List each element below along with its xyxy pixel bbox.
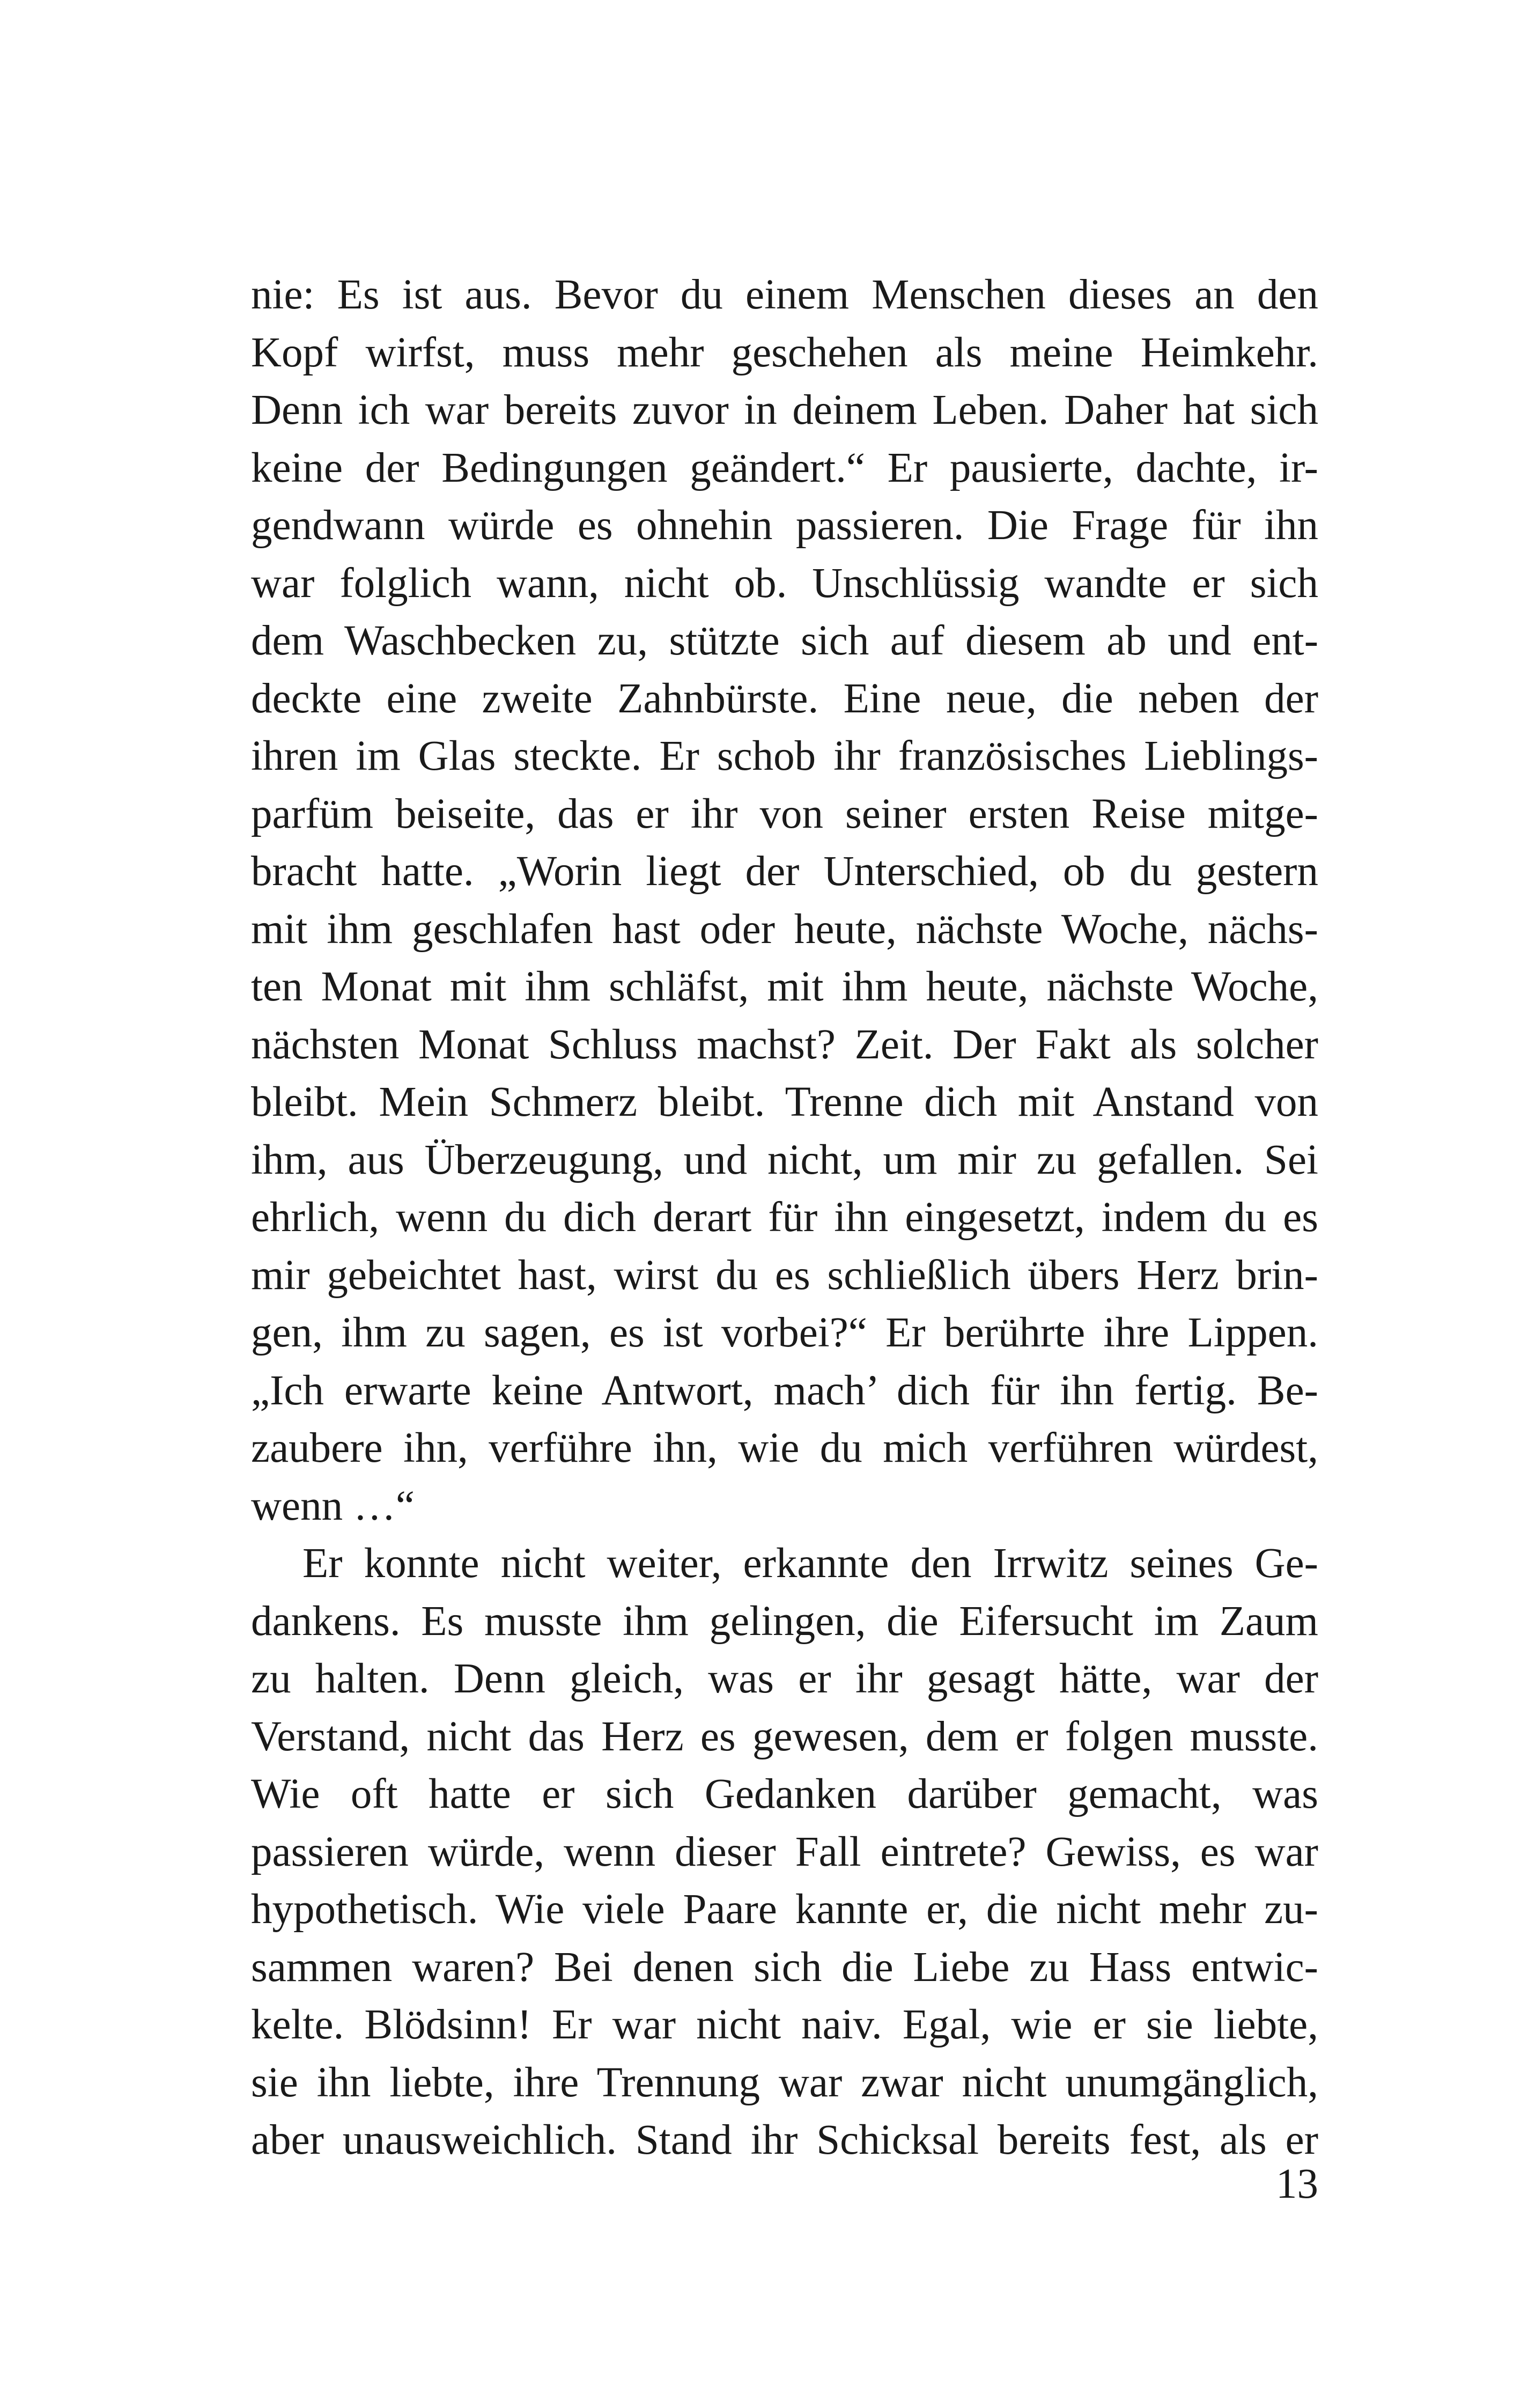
text-line: ihm, aus Überzeugung, und nicht, um mir zu gefallen. Sei — [251, 1136, 1318, 1183]
text-line: dem Waschbecken zu, stützte sich auf diesem ab und ent- — [251, 617, 1318, 664]
text-line: deckte eine zweite Zahnbürste. Eine neue, die neben der — [251, 675, 1318, 722]
text-line: Kopf wirfst, muss mehr geschehen als meine Heimkehr. — [251, 329, 1318, 376]
text-line: ehrlich, wenn du dich derart für ihn eingesetzt, indem du es — [251, 1194, 1318, 1241]
text-line: parfüm beiseite, das er ihr von seiner ersten Reise mitge- — [251, 790, 1318, 837]
text-line: war folglich wann, nicht ob. Unschlüssig wandte er sich — [251, 559, 1318, 607]
text-line: Denn ich war bereits zuvor in deinem Leben. Daher hat sich — [251, 387, 1318, 433]
text-line: gen, ihm zu sagen, es ist vorbei?“ Er berührte ihre Lippen. — [251, 1309, 1318, 1356]
text-line: bracht hatte. „Worin liegt der Unterschied, ob du gestern — [251, 848, 1318, 895]
text-line: mir gebeichtet hast, wirst du es schließlich übers Herz brin- — [251, 1251, 1318, 1299]
text-line: gendwann würde es ohnehin passieren. Die Frage für ihn — [251, 502, 1318, 549]
text-line: bleibt. Mein Schmerz bleibt. Trenne dich mit Anstand von — [251, 1079, 1318, 1125]
text-line: mit ihm geschlafen hast oder heute, nächste Woche, nächs- — [251, 905, 1318, 953]
text-line: hypothetisch. Wie viele Paare kannte er, die nicht mehr zu- — [251, 1886, 1318, 1933]
text-line: sie ihn liebte, ihre Trennung war zwar nicht unumgänglich, — [251, 2059, 1318, 2106]
text-line: zaubere ihn, verführe ihn, wie du mich verführen würdest, — [251, 1425, 1318, 1471]
text-line: „Ich erwarte keine Antwort, mach’ dich für ihn fertig. Be- — [251, 1367, 1318, 1414]
text-line: zu halten. Denn gleich, was er ihr gesagt hätte, war der — [251, 1655, 1318, 1702]
text-line: ihren im Glas steckte. Er schob ihr französisches Lieblings- — [251, 733, 1318, 779]
text-line: dankens. Es musste ihm gelingen, die Eifersucht im Zaum — [251, 1597, 1318, 1645]
text-line: ten Monat mit ihm schläfst, mit ihm heute, nächste Woche, — [251, 963, 1318, 1010]
page-number: 13 — [1276, 2161, 1318, 2207]
text-line: nie: Es ist aus. Bevor du einem Menschen dieses an den — [251, 271, 1318, 318]
text-line: nächsten Monat Schluss machst? Zeit. Der Fakt als solcher — [251, 1021, 1318, 1068]
text-line: sammen waren? Bei denen sich die Liebe zu Hass entwic- — [251, 1943, 1318, 1991]
body-text — [251, 266, 1318, 2169]
text-line: Verstand, nicht das Herz es gewesen, dem er folgen musste. — [251, 1713, 1318, 1760]
text-line: keine der Bedingungen geändert.“ Er pausierte, dachte, ir- — [251, 444, 1318, 491]
text-line: Wie oft hatte er sich Gedanken darüber gemacht, was — [251, 1771, 1318, 1817]
text-line: kelte. Blödsinn! Er war nicht naiv. Egal, wie er sie liebte, — [251, 2001, 1318, 2048]
text-line-paragraph-start: Er konnte nicht weiter, erkannte den Irrwitz seines Ge- — [302, 1540, 1318, 1587]
text-line: passieren würde, wenn dieser Fall eintrete? Gewiss, es war — [251, 1828, 1318, 1875]
text-line: aber unausweichlich. Stand ihr Schicksal bereits fest, als er — [251, 2117, 1318, 2163]
text-line-paragraph-end: wenn …“ — [251, 1482, 415, 1529]
